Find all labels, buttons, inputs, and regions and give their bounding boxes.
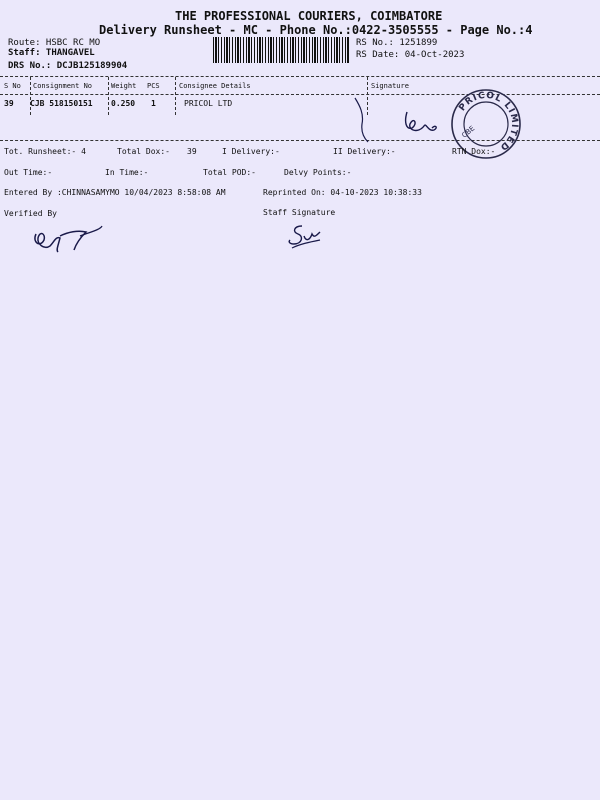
rs-number: RS No.: 1251899 bbox=[356, 38, 438, 48]
ii-delivery: II Delivery:- bbox=[333, 147, 396, 156]
staff-label: Staff: THANGAVEL bbox=[8, 48, 95, 58]
row-consignee: PRICOL LTD bbox=[184, 99, 233, 108]
rtn-dox: RTN Dox:- bbox=[452, 147, 496, 156]
barcode bbox=[213, 37, 349, 63]
i-delivery: I Delivery:- bbox=[222, 147, 280, 156]
col-divider bbox=[30, 77, 31, 115]
total-dox-label: Total Dox:- bbox=[117, 147, 170, 156]
row-consignment: CJB 518150151 bbox=[30, 99, 93, 108]
company-title: THE PROFESSIONAL COURIERS, COIMBATORE bbox=[175, 9, 443, 23]
drs-number: DRS No.: DCJB125189904 bbox=[8, 61, 128, 71]
tot-runsheet: Tot. Runsheet:- 4 bbox=[4, 147, 86, 156]
in-time: In Time:- bbox=[105, 168, 149, 177]
reprinted-on: Reprinted On: 04-10-2023 10:38:33 bbox=[263, 188, 422, 197]
staff-signature bbox=[286, 222, 326, 252]
header-signature: Signature bbox=[371, 82, 409, 90]
total-pod: Total POD:- bbox=[203, 168, 256, 177]
col-divider bbox=[175, 77, 176, 115]
delvy-points: Delvy Points:- bbox=[284, 168, 352, 177]
table-top-rule bbox=[0, 76, 600, 77]
entered-by: Entered By :CHINNASAMYMO 10/04/2023 8:58:08 AM bbox=[4, 188, 226, 197]
receiver-signature bbox=[352, 94, 452, 144]
verified-by: Verified By bbox=[4, 209, 57, 218]
header-consignee: Consignee Details bbox=[179, 82, 251, 90]
header-consignment: Consignment No bbox=[33, 82, 93, 90]
route-label: Route: HSBC RC MO bbox=[8, 38, 101, 48]
header-pcs: PCS bbox=[147, 82, 160, 90]
header-weight: Weight bbox=[111, 82, 137, 90]
header-sno: S No bbox=[4, 82, 21, 90]
svg-text:PRICOL LIMITED: PRICOL LIMITED bbox=[457, 90, 520, 153]
staff-signature-label: Staff Signature bbox=[263, 208, 336, 217]
total-dox-value: 39 bbox=[187, 147, 197, 156]
out-time: Out Time:- bbox=[4, 168, 53, 177]
verifier-signature bbox=[30, 220, 105, 255]
rs-date: RS Date: 04-Oct-2023 bbox=[356, 50, 465, 60]
col-divider bbox=[108, 77, 109, 115]
row-sno: 39 bbox=[4, 99, 14, 108]
row-pcs: 1 bbox=[151, 99, 156, 108]
svg-text:CBE: CBE bbox=[460, 124, 477, 140]
row-weight: 0.250 bbox=[111, 99, 136, 108]
runsheet-title: Delivery Runsheet - MC - Phone No.:0422-3505555 - Page No.:4 bbox=[99, 23, 533, 37]
